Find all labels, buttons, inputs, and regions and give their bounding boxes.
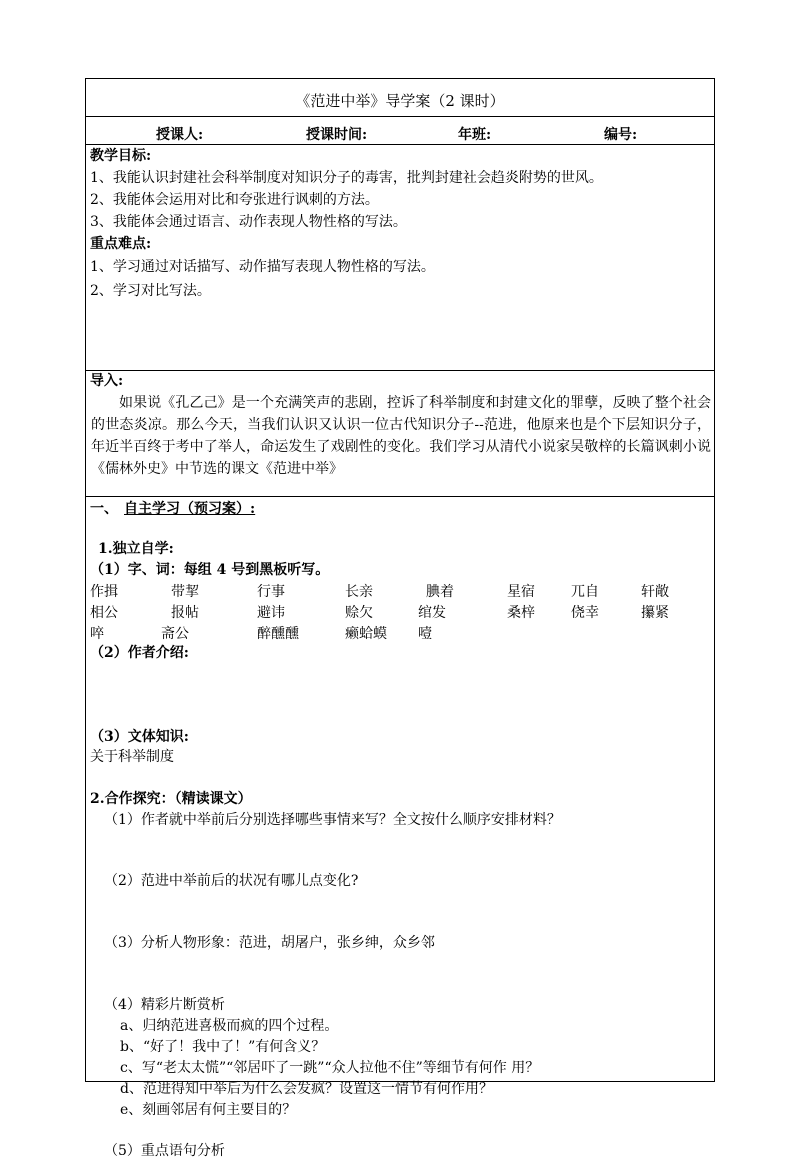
style-text: 关于科举制度: [90, 749, 174, 765]
question-2: （2）范进中举前后的状况有哪儿点变化?: [104, 873, 359, 889]
study-section: [86, 497, 714, 1159]
self-study-heading: 1.独立自学:: [98, 541, 174, 557]
question-4-item: a、归纳范进喜极而疯的四个过程。: [120, 1018, 339, 1034]
vocab-word: 兀自: [571, 584, 599, 600]
vocab-word: 避讳: [257, 605, 285, 621]
vocab-word: 星宿: [507, 584, 535, 600]
vocab-word: 带挈: [171, 584, 199, 600]
question-4-item: e、刻画邻居有何主要目的？: [120, 1102, 297, 1118]
words-heading: （1）字、词：每组 4 号到黑板听写。: [90, 562, 330, 578]
vocab-word: 赊欠: [345, 605, 373, 621]
key-points-heading: 重点难点:: [90, 236, 152, 252]
key-point-item: 1、学习通过对话描写、动作描写表现人物性格的写法。: [90, 259, 435, 275]
vocab-word: 腆着: [426, 584, 454, 600]
vocab-word: 作揖: [90, 584, 118, 600]
number-label: 编号:: [604, 127, 638, 143]
teacher-label: 授课人:: [156, 127, 204, 143]
key-point-item: 2、学习对比写法。: [90, 283, 211, 299]
title-row: [86, 79, 714, 117]
question-3: （3）分析人物形象：范进，胡屠户，张乡绅，众乡邻: [104, 935, 435, 951]
vocab-word: 侥幸: [571, 605, 599, 621]
question-4: （4）精彩片断赏析: [104, 997, 225, 1013]
vocab-word: 醉醺醺: [257, 626, 299, 642]
author-heading: （2）作者介绍:: [90, 645, 189, 661]
page-title: 《范进中举》导学案（2 课时）: [295, 92, 505, 110]
vocab-word: 攥紧: [641, 605, 669, 621]
vocab-word: 行事: [257, 584, 285, 600]
vocab-word: 啐: [90, 626, 104, 642]
vocab-word: 相公: [90, 605, 118, 621]
vocab-word: 斋公: [161, 626, 189, 642]
goal-item: 3、我能体会通过语言、动作表现人物性格的写法。: [90, 214, 407, 230]
intro-paragraph: 如果说《孔乙己》是一个充满笑声的悲剧，控诉了科举制度和封建文化的罪孽，反映了整个社会的世态炎凉。那么今天，当我们认识又认识一位古代知识分子--范进，他原来也是个下层知识分子，年近半百终于考中了举人，命运发生了戏剧性的变化。我们学习从清代小说家吴敬梓的长篇讽刺小说《儒林外史》中节选的课文《范进中举》: [91, 395, 711, 477]
style-heading: （3）文体知识:: [90, 729, 189, 745]
question-1: （1）作者就中举前后分别选择哪些事情来写？全文按什么顺序安排材料？: [104, 812, 561, 828]
section1-heading: 自主学习（预习案）:: [124, 501, 256, 517]
intro-section: [86, 371, 714, 497]
question-4-item: b、“好了！我中了！”有何含义？: [120, 1039, 326, 1055]
grade-label: 年班:: [458, 127, 492, 143]
question-4-item: d、范进得知中举后为什么会发疯？设置这一情节有何作用？: [120, 1081, 493, 1097]
vocab-word: 癞蛤蟆: [345, 626, 387, 642]
goals-heading: 教学目标:: [90, 148, 152, 164]
vocab-word: 轩敞: [641, 584, 669, 600]
vocab-word: 桑梓: [507, 605, 535, 621]
time-label: 授课时间:: [306, 127, 368, 143]
vocab-word: 绾发: [418, 605, 446, 621]
section1-prefix: 一、: [90, 501, 118, 517]
vocab-word: 噎: [418, 626, 432, 642]
question-4-item: c、写“老太太慌”“邻居吓了一跳”“众人拉他不住”等细节有何作 用？: [120, 1060, 540, 1076]
meta-row: [86, 117, 714, 145]
goal-item: 1、我能认识封建社会科举制度对知识分子的毒害，批判封建社会趋炎附势的世风。: [90, 170, 603, 186]
lesson-plan-table: [85, 78, 715, 1159]
vocab-word: 报帖: [171, 605, 199, 621]
section2-heading: 2.合作探究：（精读课文）: [90, 791, 252, 807]
vocab-word: 长亲: [345, 584, 373, 600]
goal-item: 2、我能体会运用对比和夸张进行讽刺的方法。: [90, 192, 379, 208]
goals-section: [86, 145, 714, 371]
question-5: （5）重点语句分析: [104, 1143, 225, 1159]
intro-heading-label: 导入:: [90, 373, 124, 389]
